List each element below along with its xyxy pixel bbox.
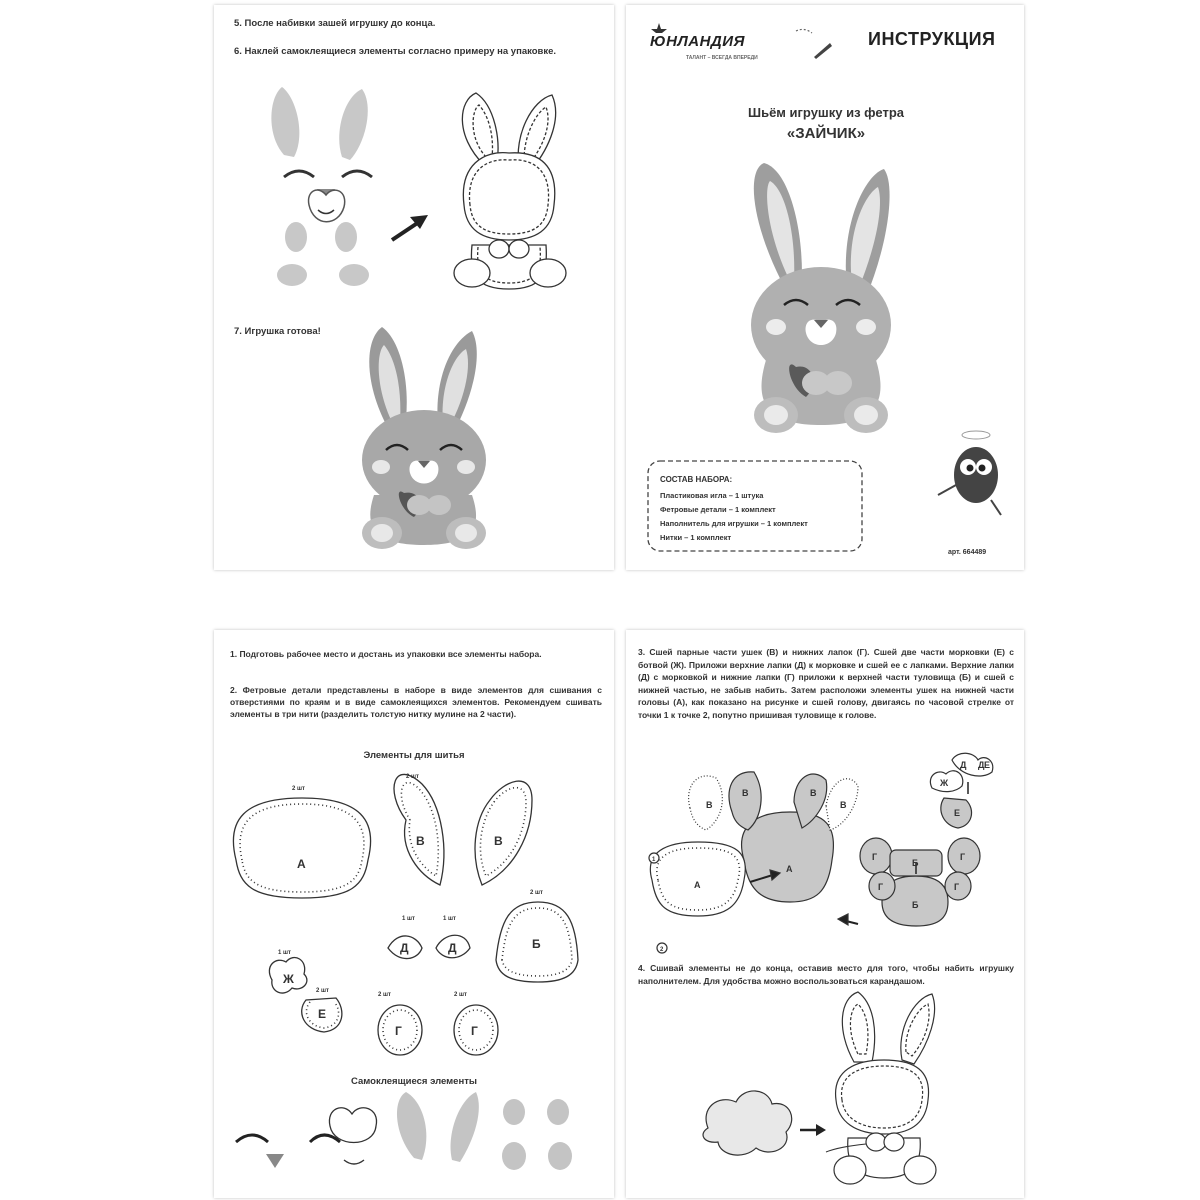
instruction-page-1 xyxy=(214,5,614,570)
part-qty: 2 шт xyxy=(292,786,305,792)
stuffing-cloud-icon xyxy=(703,1091,792,1155)
part-qty: 2 шт xyxy=(316,988,329,994)
part-label: А xyxy=(297,857,306,871)
instruction-page-3-parts xyxy=(214,630,614,1198)
part-label: Г xyxy=(395,1024,402,1038)
part-label: Г xyxy=(471,1024,478,1038)
diagram-label: А xyxy=(694,880,701,890)
kit-item: Наполнитель для игрушки – 1 комплект xyxy=(660,519,808,528)
article-number: арт. 664489 xyxy=(948,549,987,556)
instruction-page-2-cover xyxy=(626,5,1024,570)
diagram-label: В xyxy=(810,788,817,798)
paw-sticker xyxy=(547,1099,569,1125)
adhesive-parts-row xyxy=(214,630,614,1198)
diagram-label: Г xyxy=(878,882,884,892)
diagram-label: В xyxy=(706,800,713,810)
part-label: Д xyxy=(448,941,457,955)
title-line-2: «ЗАЙЧИК» xyxy=(786,125,866,142)
kit-item: Пластиковая игла – 1 штука xyxy=(660,491,764,500)
brand-name: ЮНЛАНДИЯ xyxy=(650,33,745,50)
ear-sticker xyxy=(397,1092,426,1160)
part-label: Б xyxy=(532,937,541,951)
part-qty: 1 шт xyxy=(443,916,456,922)
part-qty: 2 шт xyxy=(454,992,467,998)
part-label: Е xyxy=(318,1007,327,1021)
mascot-icon xyxy=(938,431,1001,515)
diagram-label: Б xyxy=(912,858,919,868)
part-label: В xyxy=(416,834,425,848)
instruction-page-4-assembly xyxy=(626,630,1024,1198)
part-qty: 2 шт xyxy=(530,890,543,896)
diagram-label: В xyxy=(742,788,749,798)
step-2-text: 2. Фетровые детали представлены в наборе в виде элементов для сшивания с отверстиями по краям и в виде самоклеящихся элементов. Рекомендуем сшивать элементы в три нити (разделить толстую нитку мулине на 2 части). xyxy=(230,685,602,719)
ear-sticker xyxy=(451,1092,479,1162)
foot-sticker xyxy=(548,1142,572,1170)
diagram-label: Б xyxy=(912,900,919,910)
step-6-text: 6. Наклей самоклеящиеся элементы согласно примеру на упаковке. xyxy=(234,46,557,57)
part-qty: 2 шт xyxy=(378,992,391,998)
kit-item: Нитки – 1 комплект xyxy=(660,533,732,542)
diagram-label: В xyxy=(840,800,847,810)
diagram-label: Е xyxy=(954,808,961,818)
part-qty: 2 шт xyxy=(406,774,419,780)
diagram-label: Г xyxy=(954,882,960,892)
title-line-1: Шьём игрушку из фетра xyxy=(748,105,904,120)
step-3-text: 3. Сшей парные части ушек (В) и нижних лапок (Г). Сшей две части морковки (Е) с ботвой (Ж). Приложи верхние лапки (Д) к морковке и сшей ее с лапками. Верхние лапки (Д) с морковкой и нижние лапки (Г) приложи к верхней части туловища (Б) и сшей с нижней частью, не забыв набить. Затем расположи элементы ушек на нижней части головы (А), как показано на рисунке и сшей голову, двигаясь по часовой стрелке от точки 1 к точке 2, попутно пришивая туловище к голове. xyxy=(638,647,1014,720)
diagram-label: Г xyxy=(872,852,878,862)
diagram-label: Ж xyxy=(940,778,949,788)
paw-sticker xyxy=(503,1099,525,1125)
foot-sticker xyxy=(502,1142,526,1170)
step-1-text: 1. Подготовь рабочее место и достань из упаковки все элементы набора. xyxy=(230,649,542,659)
part-label: В xyxy=(494,834,503,848)
diagram-label: Д xyxy=(960,760,967,770)
muzzle-sticker xyxy=(329,1108,376,1143)
point-label: 1 xyxy=(652,857,656,863)
kit-item: Фетровые детали – 1 комплект xyxy=(660,505,776,514)
instruction-header: ИНСТРУКЦИЯ xyxy=(868,29,996,49)
brand-tagline: ТАЛАНТ – ВСЕГДА ВПЕРЕДИ xyxy=(686,55,758,61)
part-qty: 1 шт xyxy=(402,916,415,922)
cover-bunny-photo xyxy=(626,5,1024,570)
diagram-label: Е xyxy=(984,760,991,770)
adhesive-elements-heading: Самоклеящиеся элементы xyxy=(351,1076,477,1087)
diagram-label: Д xyxy=(978,760,985,770)
sewing-elements-heading: Элементы для шитья xyxy=(363,750,465,761)
point-label: 2 xyxy=(660,947,664,953)
bunny-outline-stuffing xyxy=(834,992,936,1184)
eye-sticker xyxy=(236,1135,268,1142)
part-qty: 1 шт xyxy=(278,950,291,956)
step-4-text: 4. Сшивай элементы не до конца, оставив место для того, чтобы набить игрушку наполнителем. Для удобства можно воспользоваться карандашом. xyxy=(638,963,1014,986)
part-label: Д xyxy=(400,941,409,955)
kit-title: СОСТАВ НАБОРА: xyxy=(660,475,733,484)
nose-sticker xyxy=(266,1154,284,1168)
step-7-text: 7. Игрушка готова! xyxy=(234,326,321,337)
diagram-label: А xyxy=(786,864,793,874)
step-5-text: 5. После набивки зашей игрушку до конца. xyxy=(234,18,436,29)
stuffing-illustration xyxy=(626,630,1024,1198)
diagram-label: Г xyxy=(960,852,966,862)
finished-bunny-illustration xyxy=(214,5,614,570)
part-label: Ж xyxy=(283,972,294,986)
